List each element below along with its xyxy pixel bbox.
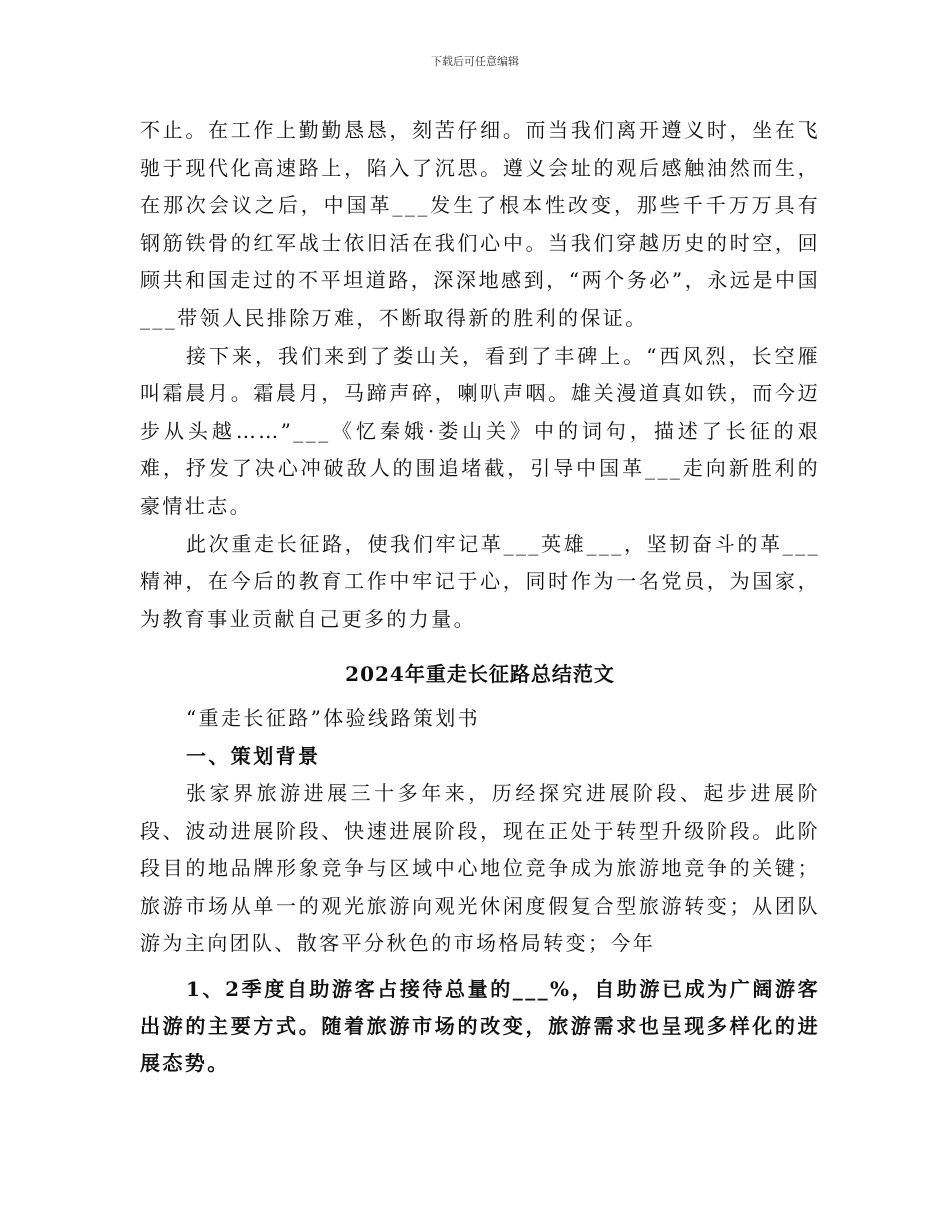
paragraph-5: 1、2季度自助游客占接待总量的___%，自助游已成为广阔游客出游的主要方式。随着旅游市场的改变，旅游需求也呈现多样化的进展态势。	[140, 977, 820, 1076]
section-heading: 一、策划背景	[186, 743, 321, 768]
paragraph-1: 不止。在工作上勤勤恳恳，刻苦仔细。而当我们离开遵义时，坐在飞驰于现代化高速路上，陷入了沉思。遵义会址的观后感触油然而生，在那次会议之后，中国革___发生了根本性改变，那些千千万万具有钢筋铁骨的红军战士依旧活在我们心中。当我们穿越历史的时空，回顾共和国走过的不平坦道路，深深地感到，“两个务必”，永远是中国___带领人民排除万难，不断取得新的胜利的保证。	[140, 118, 820, 330]
paragraph-2: 接下来，我们来到了娄山关，看到了丰碑上。“西风烈，长空雁叫霜晨月。霜晨月，马蹄声碎，喇叭声咽。雄关漫道真如铁，而今迈步从头越……”___《忆秦娥·娄山关》中的词句，描述了长征的艰难，抒发了决心冲破敌人的围追堵截，引导中国革___走向新胜利的豪情壮志。	[140, 343, 820, 518]
section-title: 2024年重走长征路总结范文	[345, 662, 615, 687]
header-watermark: 下载后可任意编辑	[431, 55, 519, 68]
section-subtitle: “重走长征路”体验线路策划书	[186, 705, 481, 730]
document-body	[140, 112, 820, 1082]
paragraph-3: 此次重走长征路，使我们牢记革___英雄___，坚韧奋斗的革___精神，在今后的教育工作中牢记于心，同时作为一名党员，为国家，为教育事业贡献自己更多的力量。	[140, 531, 820, 631]
paragraph-4: 张家界旅游进展三十多年来，历经探究进展阶段、起步进展阶段、波动进展阶段、快速进展阶段，现在正处于转型升级阶段。此阶段目的地品牌形象竞争与区域中心地位竞争成为旅游地竞争的关键；旅游市场从单一的观光旅游向观光休闲度假复合型旅游转变；从团队游为主向团队、散客平分秋色的市场格局转变；今年	[140, 781, 820, 956]
